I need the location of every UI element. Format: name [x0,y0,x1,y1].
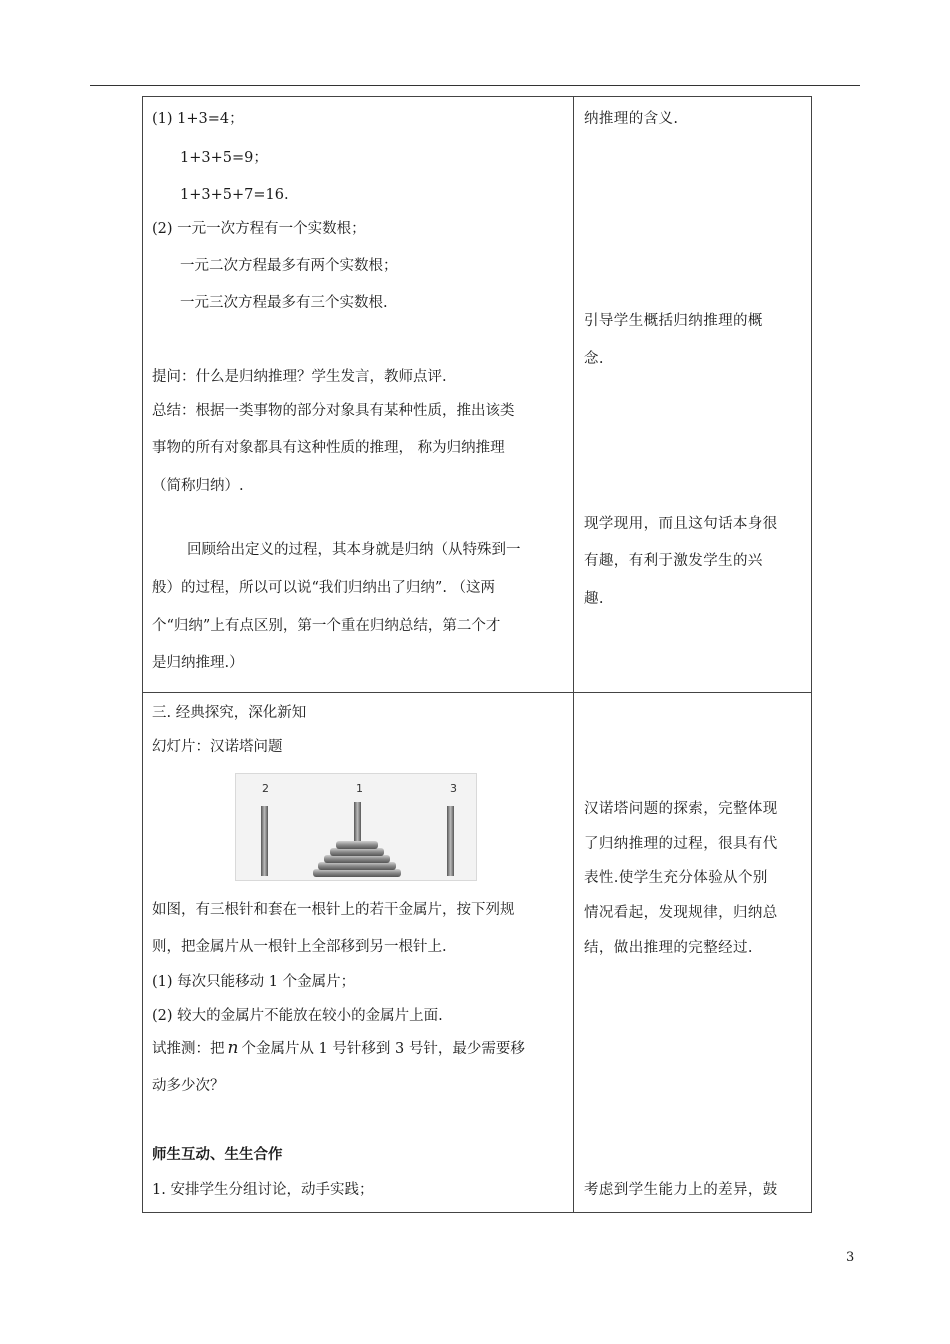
summary-line: 事物的所有对象都具有这种性质的推理， 称为归纳推理 [152,440,505,456]
rule-line: (1) 每次只能移动 1 个金属片； [152,974,356,990]
disk [336,841,378,849]
question-line: 提问：什么是归纳推理？学生发言，教师点评. [152,369,447,385]
disk [313,869,401,877]
rule-line: (2) 较大的金属片不能放在较小的金属片上面. [152,1008,443,1024]
example-line: 一元三次方程最多有三个实数根. [180,295,388,311]
rod [261,806,268,876]
review-line: 般）的过程，所以可以说“我们归纳出了归纳”. （这两 [152,580,496,596]
table-row [143,97,812,693]
intent-line: 现学现用，而且这句话本身很 [584,516,778,532]
page-number: 3 [846,1250,855,1265]
intent-line: 引导学生概括归纳推理的概 [584,313,763,329]
section-heading: 三. 经典探究，深化新知 [152,705,307,721]
step-line: 1. 安排学生分组讨论，动手实践； [152,1182,374,1198]
intent-line: 有趣，有利于激发学生的兴 [584,553,763,569]
conjecture-line [152,1038,525,1059]
intent-line: 结，做出推理的完整经过. [584,940,753,956]
problem-line: 如图，有三根针和套在一根针上的若干金属片，按下列规 [152,902,515,918]
disk [318,862,396,870]
summary-line: 总结：根据一类事物的部分对象具有某种性质，推出该类 [152,403,515,419]
activity-cell [143,693,574,1213]
intent-line: 考虑到学生能力上的差异，鼓 [584,1182,778,1198]
example-line: 1+3+5+7=16. [180,187,289,203]
disk [324,855,390,863]
rod-label: 1 [356,782,363,795]
intent-line: 了归纳推理的过程，很具有代 [584,836,778,852]
example-line: 1+3+5=9； [180,150,268,166]
review-line: 个“归纳”上有点区别，第一个重在归纳总结，第二个才 [152,618,501,634]
summary-line: （简称归纳）. [152,478,244,494]
rod [354,802,361,842]
header-rule [90,85,860,86]
intent-line: 趣. [584,591,604,607]
conjecture-suffix: 个金属片从 1 号针移到 3 号针，最少需要移 [241,1041,525,1057]
intent-line: 表性.使学生充分体验从个别 [584,870,768,886]
rod-label: 3 [450,782,457,795]
example-line: 一元二次方程最多有两个实数根； [180,258,398,274]
activity-cell [143,97,574,693]
rod-label: 2 [262,782,269,795]
interaction-heading: 师生互动、生生合作 [152,1146,283,1163]
disk [330,848,384,856]
intent-cell [574,693,812,1213]
example-line: (2) 一元一次方程有一个实数根； [152,221,366,237]
variable-n: n [227,1038,239,1058]
hanoi-tower-figure [235,773,477,881]
rod [447,806,454,876]
intent-line: 情况看起，发现规律，归纳总 [584,905,778,921]
conjecture-line: 动多少次？ [152,1078,225,1094]
intent-line: 纳推理的含义. [584,111,679,127]
lesson-table [142,96,812,1213]
review-line: 是归纳推理.） [152,655,244,671]
intent-line: 念. [584,351,604,367]
table-row [143,693,812,1213]
example-line: (1) 1+3=4； [152,111,244,127]
conjecture-prefix: 试推测：把 [152,1041,225,1057]
intent-line: 汉诺塔问题的探索，完整体现 [584,801,778,817]
problem-line: 则，把金属片从一根针上全部移到另一根针上. [152,939,447,955]
review-line: 回顾给出定义的过程，其本身就是归纳（从特殊到一 [187,542,521,558]
slide-title: 幻灯片：汉诺塔问题 [152,739,283,755]
intent-cell [574,97,812,693]
